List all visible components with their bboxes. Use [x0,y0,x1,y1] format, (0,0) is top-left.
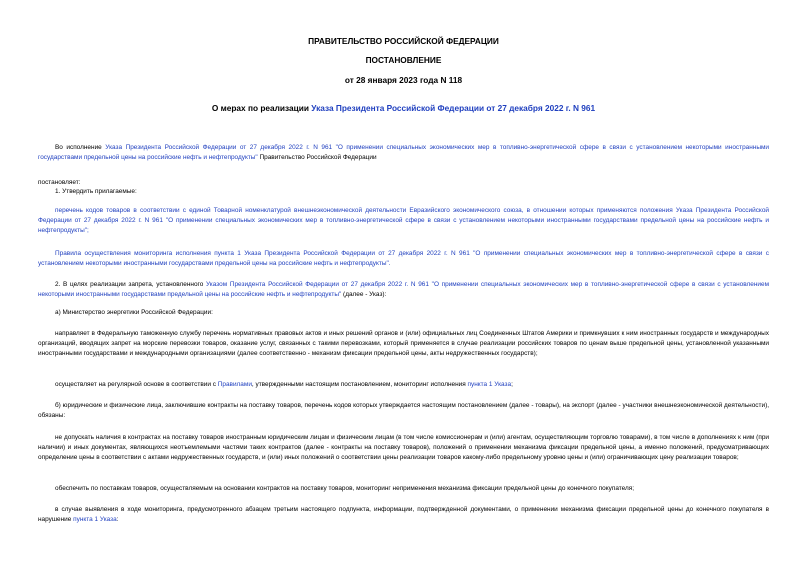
item-2-text: 2. В целях реализации запрета, установленного [55,281,206,288]
paragraph-ensure-monitoring: обеспечить по поставкам товаров, осуществляемым на основании контрактов на поставку товаров, мониторинг неприменения механизма фиксации предельной цены до конечного покупателя; [55,485,635,492]
paragraph-preamble [38,143,769,163]
codes-list-link[interactable]: перечень кодов товаров в соответствии с единой Товарной номенклатурой внешнеэкономической деятельности Евразийского экономического союза, в отношении которых применяются положения Указа Президента Российской Федерации от 27 декабря 2022 г. N 961 "О применении специальных экономических мер в топливно-энергетической сфере в связи с установлением некоторыми иностранными государствами предельной цены на российские нефть и нефтепродукты"; [38,207,769,235]
monitoring-text-mid: , утвержденными настоящим постановлением, мониторинг исполнения [251,381,468,388]
preamble-text: Во исполнение [55,144,106,151]
violation-text-end: : [116,516,119,524]
paragraph-monitoring-rules [38,249,769,269]
violation-decree-link[interactable]: пункта 1 Указа [73,516,117,524]
government-heading: ПРАВИТЕЛЬСТВО РОССИЙСКОЙ ФЕДЕРАЦИИ [308,36,499,46]
paragraph-resolves: постановляет: [38,179,81,186]
title-decree-link[interactable]: Указа Президента Российской Федерации от 27 декабря 2022 г. N 961 [311,103,596,113]
document-type-heading: ПОСТАНОВЛЕНИЕ [365,55,442,65]
paragraph-violation [38,505,769,525]
rules-link[interactable]: Правилами [217,381,252,388]
paragraph-item-1: 1. Утвердить прилагаемые: [55,188,137,195]
item-2-decree-link[interactable]: Указом Президента Российской Федерации от 27 декабря 2022 г. N 961 "О применении специальных экономических мер в топливно-энергетической сфере в связи с установлением некоторыми иностранными государствами предельной цены на российские нефть и нефтепродукты" [38,281,769,299]
paragraph-list-codes [38,206,769,237]
preamble-text-end: Правительство Российской Федерации [257,154,377,162]
paragraph-sends-list: направляет в Федеральную таможенную службу перечень нормативных правовых актов и иных решений органов и (или) официальных лиц Соединенных Штатов Америки и примкнувших к ним иностранных государств и международных организаций, вводящих запрет на морские перевозки товаров, оказание услуг, связанных с такими перевозками, который применяется в случае реализации российских товаров по ценам выше предельной цены, установленной указанными иностранными государствами и международными организациями (далее соответственно - механизм фиксации предельной цены, акты недружественных государств); [38,330,769,358]
paragraph-subitem-a: а) Министерство энергетики Российской Федерации: [55,309,213,316]
item-2-text-end: (далее - Указ): [341,291,387,299]
monitoring-text: осуществляет на регулярной основе в соответствии с [55,381,218,388]
date-number-heading: от 28 января 2023 года N 118 [344,75,463,85]
violation-text: в случае выявления в ходе мониторинга, предусмотренного абзацем третьим настоящего подпункта, информации, подтвержденной документами, о применении механизма фиксации предельной цены до конечного покупателя в нарушение [38,506,769,524]
paragraph-monitoring [38,380,769,390]
monitoring-rules-link[interactable]: Правила осуществления мониторинга исполнения пункта 1 Указа Президента Российской Федерации от 27 декабря 2022 г. N 961 "О применении специальных экономических мер в топливно-энергетической сфере в связи с установлением некоторыми иностранными государствами предельной цены на российские нефть и нефтепродукты". [38,250,769,268]
paragraph-no-price-cap: не допускать наличия в контрактах на поставку товаров иностранным юридическим лицам и физическим лицам (в том числе комиссионерам и (или) агентам, осуществляющим торговлю товарами), в том числе в дополнениях к ним (при наличии) и иных документах, являющихся неотъемлемыми частями таких контрактов (далее - контракты на поставку товаров), положений о применении механизма фиксации предельной цены, а именно положений, предусматривающих определение цены в соответствии с актами недружественных государств, и (или) иных положений о соответствии цены реализации товаров какому-либо предельному уровню цены и (или) ограничивающих цену реализации товаров; [38,434,769,462]
title-prefix: О мерах по реализации [211,103,312,113]
decree-point-1-link[interactable]: пункта 1 Указа [467,381,512,388]
monitoring-text-end: ; [511,381,513,388]
paragraph-item-2 [38,280,769,300]
preamble-decree-link[interactable]: Указа Президента Российской Федерации от 27 декабря 2022 г. N 961 "О применении специальных экономических мер в топливно-энергетической сфере в связи с установлением некоторыми иностранными государствами предельной цены на российские нефть и нефтепродукты" [38,144,769,162]
paragraph-subitem-b: б) юридические и физические лица, заключившие контракты на поставку товаров, перечень кодов которых утверждается настоящим постановлением (далее - товары), на экспорт (далее - участники внешнеэкономической деятельности), обязаны: [38,402,769,420]
document-title [0,103,807,113]
